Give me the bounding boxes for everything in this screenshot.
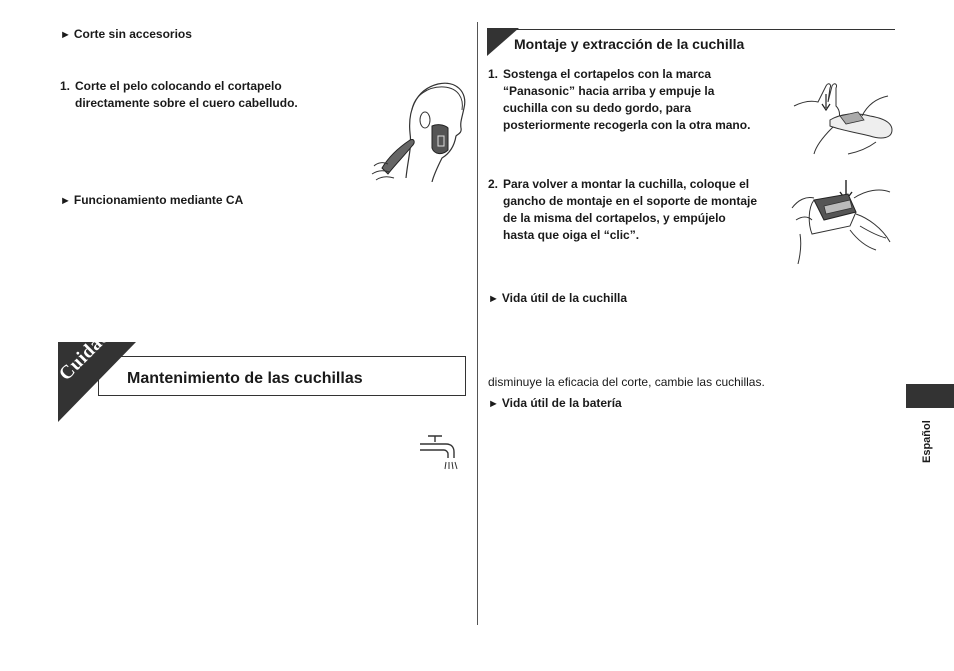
left-step1-line1: Corte el pelo colocando el cortapelo [75,79,282,93]
language-tab [906,384,954,408]
bullet-funcionamiento-ca: ► Funcionamiento mediante CA [60,193,244,207]
bullet-arrow-icon: ► [60,195,71,207]
bullet-arrow-icon: ► [60,29,71,41]
paragraph-eficacia: disminuye la eficacia del corte, cambie las cuchillas. [488,375,765,389]
section-title-montaje: Montaje y extracción de la cuchilla [514,36,745,52]
bullet-vida-util-cuchilla: ► Vida útil de la cuchilla [488,291,628,305]
bullet-corte-sin-accesorios: ► Corte sin accesorios [60,27,192,41]
blade-attach-illustration-icon [790,180,896,264]
right-step-2: 2. Para volver a montar la cuchilla, coloque el gancho de montaje en el soporte de montaje de la misma del cortapelos, y empújelo hasta que oiga el “clic”. [488,177,758,242]
bullet-arrow-icon: ► [488,398,499,410]
right-step-1: 1. Sostenga el cortapelos con la marca “Panasonic” hacia arriba y empuje la cuchilla con su dedo gordo, para posteriormente recogerla con la otra mano. [488,67,751,132]
right-header-rule [487,29,895,30]
language-label: Español [921,420,933,463]
bullet-vida-util-bateria: ► Vida útil de la batería [488,396,622,410]
head-haircut-illustration-icon [368,78,470,182]
left-step-1: 1. Corte el pelo colocando el cortapelo directamente sobre el cuero cabelludo. [60,79,298,110]
column-divider [477,22,478,625]
cuidado-section-tag: Cuidado [55,318,122,385]
bullet-arrow-icon: ► [488,293,499,305]
section-title-mantenimiento: Mantenimiento de las cuchillas [127,370,363,387]
blade-removal-illustration-icon [792,72,896,156]
left-step1-line2: directamente sobre el cuero cabelludo. [75,96,298,110]
water-faucet-icon [418,432,462,472]
